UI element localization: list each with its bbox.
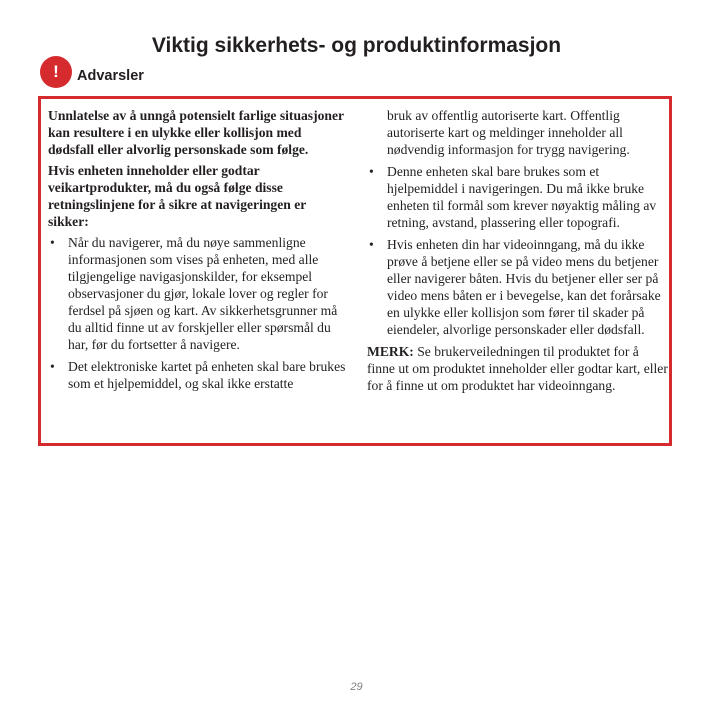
- list-item-text: Når du navigerer, må du nøye sammenligne informasjonen som vises på enheten, med alle tilgjengelige navigasjonskilder, for eksempel observasjoner du gjør, lokale lover og regler for ferdsel på sjøen og kart. Av sikkerhetsgrunner må du alltid finne ut av forskjeller eller spørsmål du har, før du fortsetter å navigere.: [68, 235, 338, 352]
- note-paragraph: [367, 343, 669, 394]
- bullet-icon: •: [50, 235, 55, 250]
- list-item: [48, 234, 348, 353]
- exclamation-circle-icon: [40, 56, 72, 88]
- page-number: 29: [350, 681, 363, 693]
- list-item: [48, 358, 348, 392]
- list-item-text: Det elektroniske kartet på enheten skal bare brukes som et hjelpemiddel, og skal ikke erstatte: [68, 359, 346, 391]
- warning-label: Advarsler: [77, 67, 144, 84]
- bullet-icon: •: [369, 164, 374, 179]
- list-item-text: Hvis enheten din har videoinngang, må du ikke prøve å betjene eller se på video mens du betjener eller navigerer båten. Hvis du betjener eller ser på video mens båten er i bevegelse, kan det forårsake en ulykke eller kollisjon som fører til skader på eiendeler, alvorlige personskader eller dødsfall.: [387, 237, 661, 337]
- note-text: Se brukerveiledningen til produktet for å finne ut om produktet inneholder eller godtar kart, eller for å finne ut om produktet har videoinngang.: [367, 344, 668, 393]
- list-item-text: Denne enheten skal bare brukes som et hjelpemiddel i navigeringen. Du må ikke bruke enheten til formål som krever nøyaktig måling av retning, avstand, plassering eller topografi.: [387, 164, 657, 230]
- intro-paragraph-1: Unnlatelse av å unngå potensielt farlige situasjoner kan resultere i en ulykke eller kollisjon med dødsfall eller alvorlig personskade som følge.: [48, 108, 344, 157]
- warning-box: [38, 96, 672, 446]
- list-item-continuation: bruk av offentlig autoriserte kart. Offentlig autoriserte kart og meldinger inneholder all nødvendig informasjon for trygg navigering.: [387, 108, 630, 157]
- page-title: Viktig sikkerhets- og produktinformasjon: [151, 34, 562, 57]
- warning-icon-glyph: !: [53, 62, 59, 81]
- note-label: MERK:: [367, 344, 414, 359]
- intro-paragraph-2: Hvis enheten inneholder eller godtar veikartprodukter, må du også følge disse retningslinjene for å sikre at navigeringen er sikker:: [48, 163, 307, 229]
- bullet-icon: •: [50, 359, 55, 374]
- right-bullet-list: [367, 163, 669, 338]
- left-column: [48, 107, 348, 397]
- list-item: [367, 236, 669, 338]
- bullet-icon: •: [369, 237, 374, 252]
- right-column: [367, 107, 669, 398]
- warning-header: [40, 57, 144, 87]
- list-item: [367, 163, 669, 231]
- left-bullet-list: [48, 234, 348, 392]
